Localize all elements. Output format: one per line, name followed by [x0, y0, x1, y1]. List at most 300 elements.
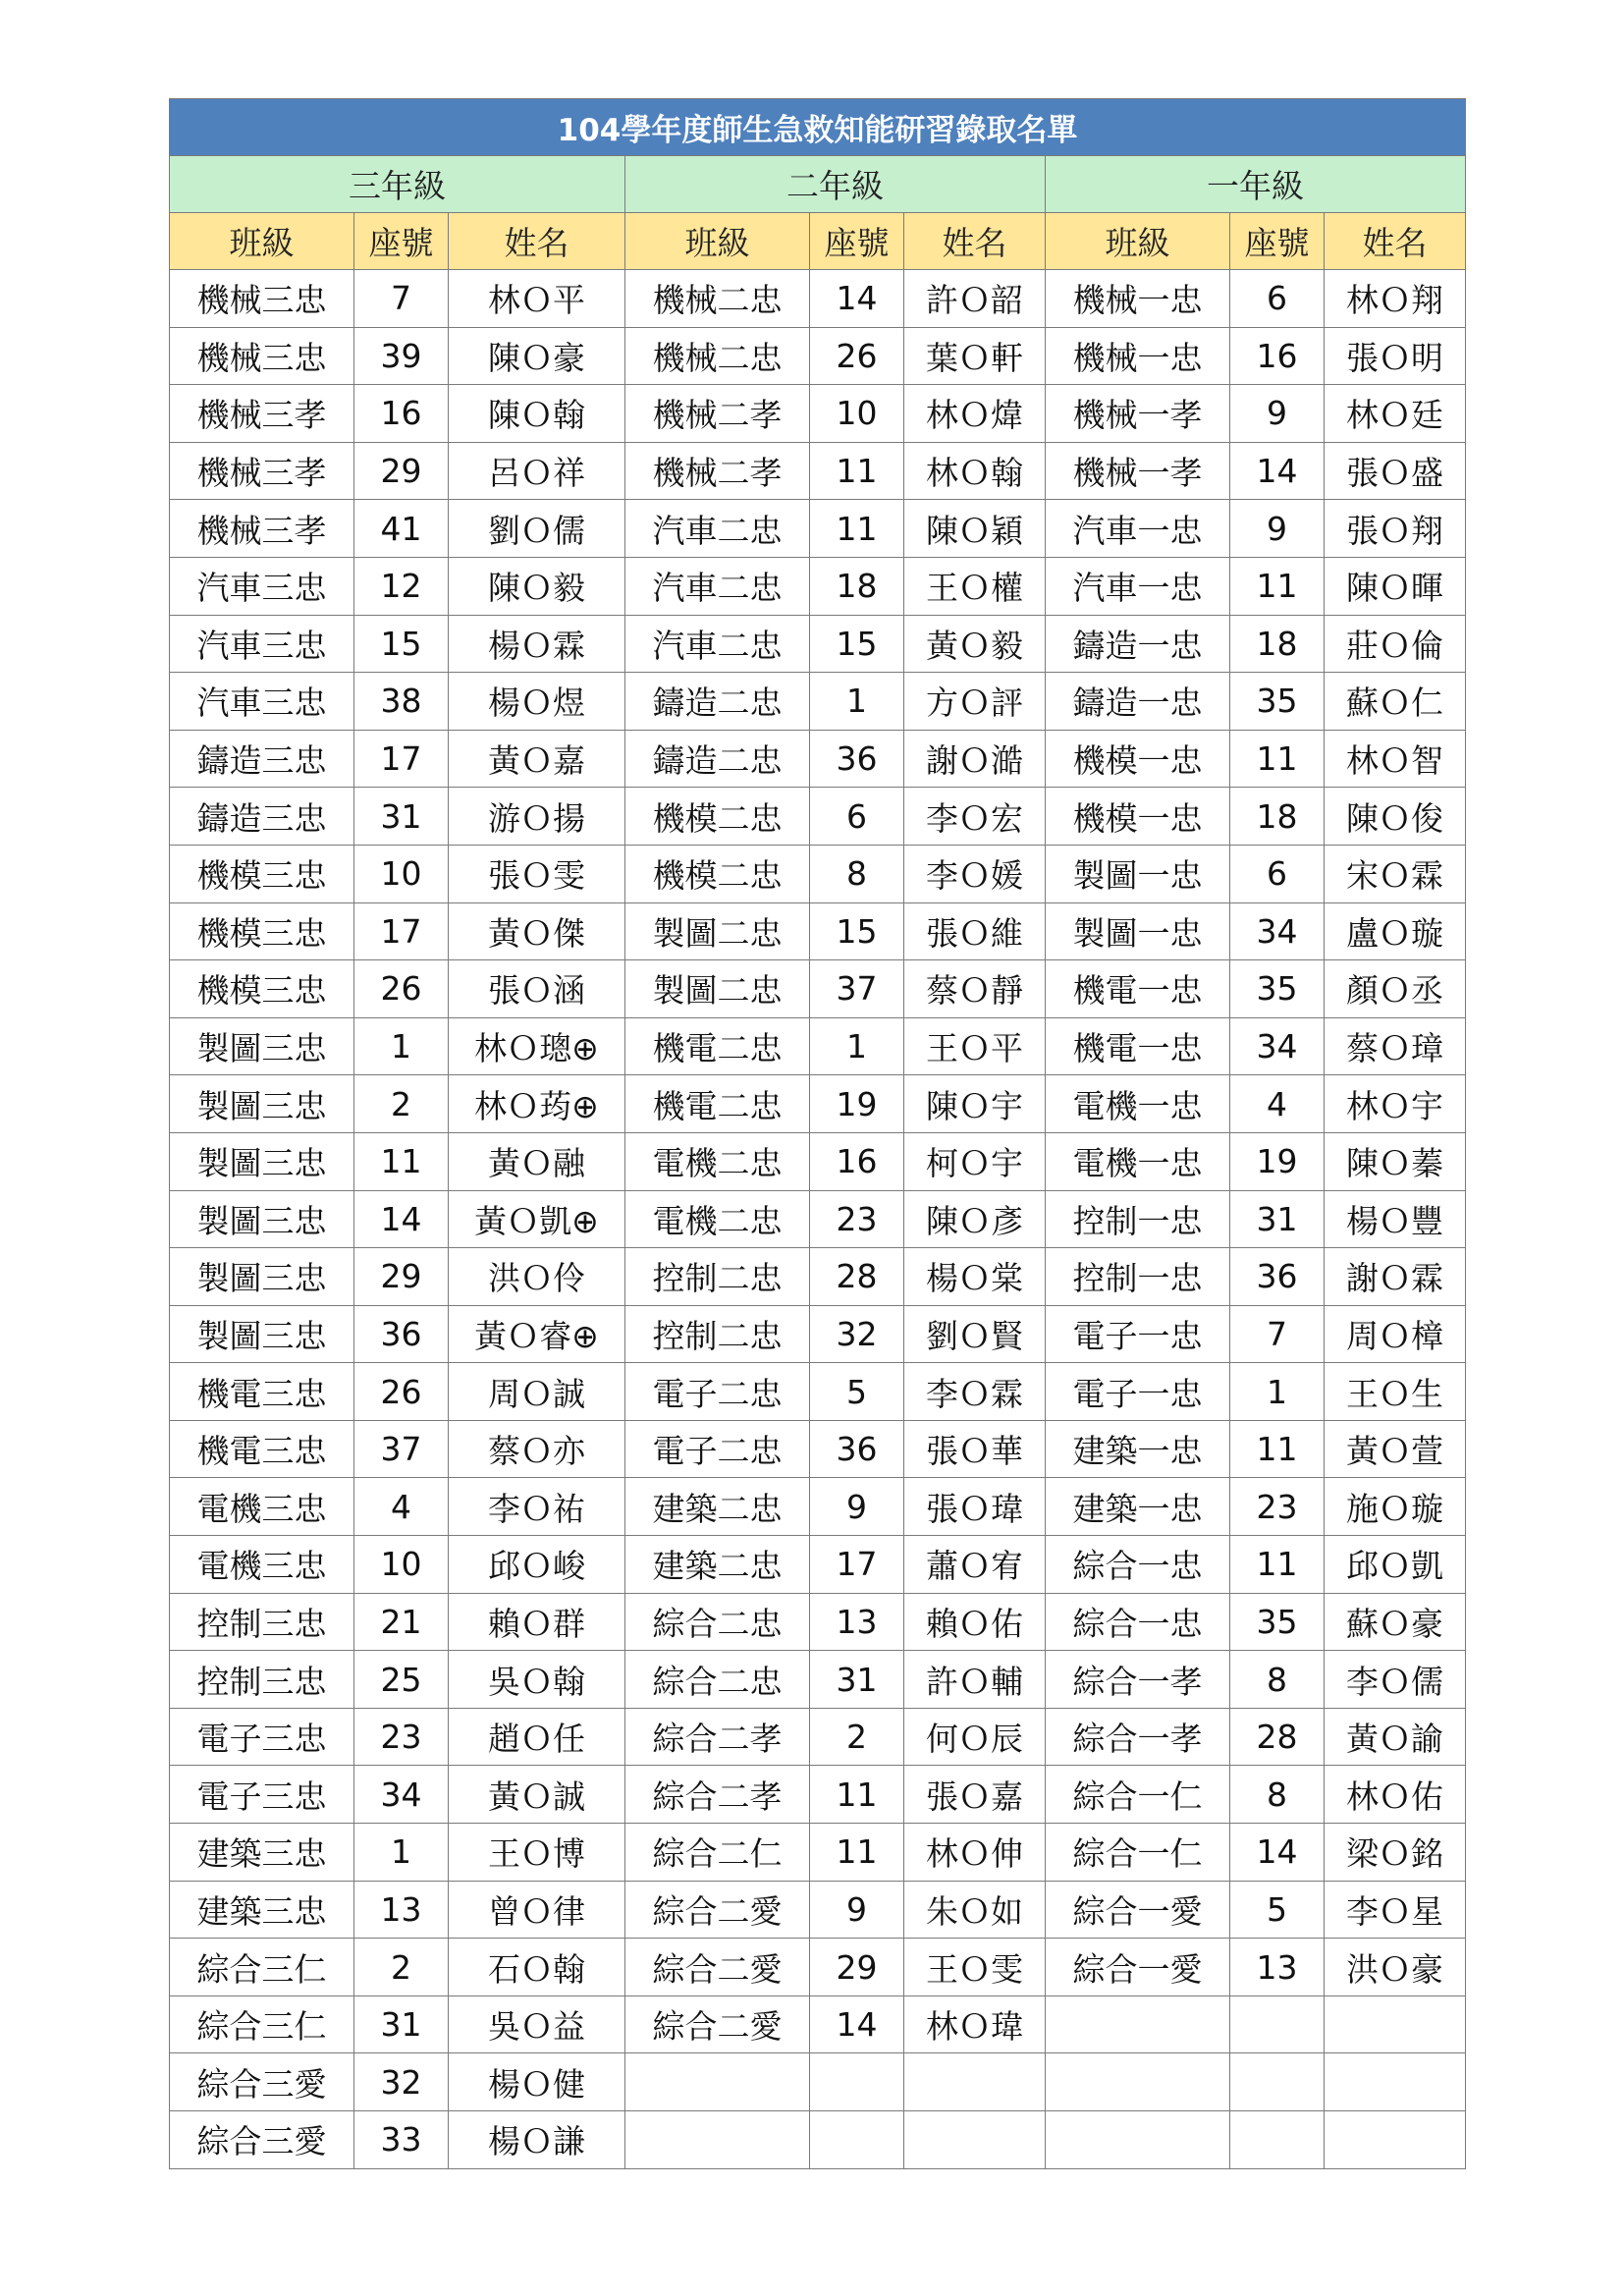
cell-class: 電機二忠 [625, 1190, 810, 1248]
cell-seat: 16 [1230, 327, 1325, 385]
cell-name: 朱Ｏ如 [904, 1881, 1046, 1939]
cell-name: 邱Ｏ凱 [1325, 1536, 1466, 1594]
table-row [170, 1248, 1466, 1306]
cell-class: 汽車二忠 [625, 500, 810, 558]
table-row [170, 730, 1466, 788]
cell-seat [1230, 2111, 1325, 2169]
cell-name: 陳Ｏ穎 [904, 500, 1046, 558]
cell-seat [810, 2111, 904, 2169]
cell-name: 張Ｏ翔 [1325, 500, 1466, 558]
cell-seat: 31 [354, 788, 449, 846]
cell-seat: 35 [1230, 960, 1325, 1018]
cell-seat [1230, 2053, 1325, 2111]
cell-class: 機電一忠 [1046, 960, 1230, 1018]
cell-name: 黃Ｏ傑 [449, 902, 625, 960]
table-row [170, 1881, 1466, 1939]
cell-seat: 11 [810, 1824, 904, 1882]
cell-seat: 1 [810, 673, 904, 731]
cell-name [1325, 1995, 1466, 2053]
cell-name: 洪Ｏ伶 [449, 1248, 625, 1306]
cell-name: 李Ｏ儒 [1325, 1651, 1466, 1709]
cell-name: 李Ｏ祐 [449, 1478, 625, 1536]
cell-seat: 26 [354, 1363, 449, 1421]
table-row [170, 902, 1466, 960]
cell-name: 林Ｏ平 [449, 270, 625, 328]
cell-seat: 17 [354, 730, 449, 788]
table-row [170, 845, 1466, 902]
cell-seat: 11 [1230, 730, 1325, 788]
cell-seat: 14 [810, 270, 904, 328]
table-row [170, 960, 1466, 1018]
cell-name: 黃Ｏ諭 [1325, 1708, 1466, 1766]
cell-name: 陳Ｏ俊 [1325, 788, 1466, 846]
cell-seat: 5 [1230, 1881, 1325, 1939]
cell-seat: 14 [810, 1995, 904, 2053]
grade-header-3: 三年級 [170, 156, 625, 213]
cell-class: 綜合二仁 [625, 1824, 810, 1882]
cell-seat: 29 [810, 1939, 904, 1996]
cell-class: 汽車一忠 [1046, 557, 1230, 615]
cell-seat: 18 [1230, 615, 1325, 673]
cell-name: 何Ｏ辰 [904, 1708, 1046, 1766]
cell-seat: 23 [810, 1190, 904, 1248]
cell-class: 鑄造一忠 [1046, 673, 1230, 731]
cell-seat: 9 [1230, 500, 1325, 558]
cell-name: 楊Ｏ健 [449, 2053, 625, 2111]
cell-name: 張Ｏ涵 [449, 960, 625, 1018]
cell-class: 機電二忠 [625, 1017, 810, 1075]
table-row [170, 500, 1466, 558]
cell-name: 王Ｏ權 [904, 557, 1046, 615]
cell-name: 陳Ｏ豪 [449, 327, 625, 385]
column-header-class: 班級 [170, 213, 354, 270]
cell-seat: 9 [810, 1478, 904, 1536]
cell-seat: 36 [354, 1305, 449, 1363]
table-row [170, 1593, 1466, 1651]
cell-name: 陳Ｏ毅 [449, 557, 625, 615]
cell-name: 李Ｏ宏 [904, 788, 1046, 846]
cell-name: 莊Ｏ倫 [1325, 615, 1466, 673]
cell-name: 張Ｏ瑋 [904, 1478, 1046, 1536]
cell-name: 林Ｏ煒 [904, 385, 1046, 443]
cell-name: 宋Ｏ霖 [1325, 845, 1466, 902]
table-row [170, 2053, 1466, 2111]
cell-name: 林Ｏ瑋 [904, 1995, 1046, 2053]
cell-name: 邱Ｏ峻 [449, 1536, 625, 1594]
cell-class: 綜合二孝 [625, 1708, 810, 1766]
cell-seat: 13 [810, 1593, 904, 1651]
table-row [170, 1075, 1466, 1133]
cell-seat: 6 [1230, 270, 1325, 328]
table-title: 104學年度師生急救知能研習錄取名單 [170, 99, 1466, 156]
cell-name: 張Ｏ華 [904, 1420, 1046, 1478]
cell-name: 葉Ｏ軒 [904, 327, 1046, 385]
table-row [170, 1536, 1466, 1594]
cell-name: 吳Ｏ益 [449, 1995, 625, 2053]
cell-seat: 14 [1230, 442, 1325, 500]
cell-class: 汽車三忠 [170, 557, 354, 615]
cell-class: 機械一忠 [1046, 327, 1230, 385]
cell-seat: 11 [1230, 557, 1325, 615]
cell-name: 陳Ｏ暉 [1325, 557, 1466, 615]
cell-seat [810, 2053, 904, 2111]
table-row [170, 327, 1466, 385]
cell-class: 建築三忠 [170, 1824, 354, 1882]
cell-class: 機械三孝 [170, 385, 354, 443]
table-row [170, 1766, 1466, 1824]
cell-seat: 17 [810, 1536, 904, 1594]
cell-class: 電機三忠 [170, 1536, 354, 1594]
cell-name: 楊Ｏ棠 [904, 1248, 1046, 1306]
cell-seat: 37 [810, 960, 904, 1018]
cell-name: 呂Ｏ祥 [449, 442, 625, 500]
cell-class: 機械三孝 [170, 500, 354, 558]
cell-name: 周Ｏ樟 [1325, 1305, 1466, 1363]
cell-name: 許Ｏ韶 [904, 270, 1046, 328]
cell-name: 石Ｏ翰 [449, 1939, 625, 1996]
cell-name: 王Ｏ生 [1325, 1363, 1466, 1421]
cell-class: 製圖二忠 [625, 902, 810, 960]
cell-class: 綜合二愛 [625, 1939, 810, 1996]
cell-seat: 6 [1230, 845, 1325, 902]
table-row [170, 270, 1466, 328]
cell-name: 方Ｏ評 [904, 673, 1046, 731]
cell-class: 製圖一忠 [1046, 845, 1230, 902]
cell-seat: 11 [354, 1132, 449, 1190]
cell-class: 汽車三忠 [170, 615, 354, 673]
cell-class: 機械二孝 [625, 442, 810, 500]
cell-name: 張Ｏ明 [1325, 327, 1466, 385]
table-row [170, 1420, 1466, 1478]
cell-seat: 1 [810, 1017, 904, 1075]
admission-list-table [169, 98, 1466, 2169]
table-row [170, 2111, 1466, 2169]
table-row [170, 557, 1466, 615]
cell-class: 鑄造一忠 [1046, 615, 1230, 673]
cell-seat: 41 [354, 500, 449, 558]
cell-seat: 4 [1230, 1075, 1325, 1133]
cell-class: 綜合三仁 [170, 1939, 354, 1996]
cell-name: 林Ｏ荺⊕ [449, 1075, 625, 1133]
cell-name: 李Ｏ星 [1325, 1881, 1466, 1939]
column-header-name: 姓名 [904, 213, 1046, 270]
cell-class: 製圖三忠 [170, 1017, 354, 1075]
cell-seat: 10 [810, 385, 904, 443]
cell-seat: 1 [354, 1017, 449, 1075]
cell-class: 控制三忠 [170, 1593, 354, 1651]
cell-seat: 32 [810, 1305, 904, 1363]
cell-class: 機械三忠 [170, 270, 354, 328]
cell-class: 建築一忠 [1046, 1420, 1230, 1478]
table-row [170, 442, 1466, 500]
cell-seat: 19 [1230, 1132, 1325, 1190]
cell-seat: 39 [354, 327, 449, 385]
cell-seat: 21 [354, 1593, 449, 1651]
cell-class: 綜合一忠 [1046, 1536, 1230, 1594]
cell-class: 綜合一仁 [1046, 1766, 1230, 1824]
cell-seat: 37 [354, 1420, 449, 1478]
cell-name: 許Ｏ輔 [904, 1651, 1046, 1709]
cell-class: 製圖三忠 [170, 1190, 354, 1248]
cell-seat: 17 [354, 902, 449, 960]
cell-name [1325, 2111, 1466, 2169]
cell-class: 機模二忠 [625, 788, 810, 846]
cell-class: 綜合一孝 [1046, 1708, 1230, 1766]
cell-seat: 14 [354, 1190, 449, 1248]
column-header-seat: 座號 [1230, 213, 1325, 270]
cell-name: 蕭Ｏ宥 [904, 1536, 1046, 1594]
cell-class: 製圖一忠 [1046, 902, 1230, 960]
cell-class: 綜合二愛 [625, 1995, 810, 2053]
cell-class: 機模一忠 [1046, 788, 1230, 846]
cell-class: 汽車三忠 [170, 673, 354, 731]
cell-seat: 18 [1230, 788, 1325, 846]
cell-seat: 11 [810, 500, 904, 558]
cell-seat: 26 [810, 327, 904, 385]
cell-seat: 26 [354, 960, 449, 1018]
cell-seat: 35 [1230, 673, 1325, 731]
cell-name: 蔡Ｏ璋 [1325, 1017, 1466, 1075]
cell-seat: 34 [354, 1766, 449, 1824]
table-row [170, 1478, 1466, 1536]
cell-seat: 11 [810, 1766, 904, 1824]
cell-class: 綜合一忠 [1046, 1593, 1230, 1651]
cell-seat: 33 [354, 2111, 449, 2169]
cell-name: 林Ｏ翔 [1325, 270, 1466, 328]
cell-class: 綜合三仁 [170, 1995, 354, 2053]
cell-class: 製圖三忠 [170, 1305, 354, 1363]
cell-name: 陳Ｏ蓁 [1325, 1132, 1466, 1190]
cell-seat: 18 [810, 557, 904, 615]
cell-class: 綜合二忠 [625, 1593, 810, 1651]
cell-class: 控制二忠 [625, 1305, 810, 1363]
cell-class: 建築三忠 [170, 1881, 354, 1939]
cell-name: 林Ｏ翰 [904, 442, 1046, 500]
cell-class: 機模一忠 [1046, 730, 1230, 788]
cell-seat: 9 [810, 1881, 904, 1939]
cell-seat: 15 [810, 615, 904, 673]
cell-class: 機械二忠 [625, 327, 810, 385]
cell-class: 機模二忠 [625, 845, 810, 902]
cell-seat: 8 [1230, 1651, 1325, 1709]
cell-name: 陳Ｏ宇 [904, 1075, 1046, 1133]
cell-seat: 15 [810, 902, 904, 960]
cell-seat: 28 [810, 1248, 904, 1306]
cell-seat: 1 [354, 1824, 449, 1882]
cell-name: 梁Ｏ銘 [1325, 1824, 1466, 1882]
cell-class: 綜合一孝 [1046, 1651, 1230, 1709]
cell-class [1046, 2053, 1230, 2111]
cell-class: 汽車一忠 [1046, 500, 1230, 558]
cell-name: 蘇Ｏ仁 [1325, 673, 1466, 731]
cell-seat: 32 [354, 2053, 449, 2111]
cell-name: 陳Ｏ翰 [449, 385, 625, 443]
cell-seat: 16 [354, 385, 449, 443]
cell-seat: 31 [1230, 1190, 1325, 1248]
cell-seat: 8 [810, 845, 904, 902]
cell-class: 機械二忠 [625, 270, 810, 328]
cell-class: 機電二忠 [625, 1075, 810, 1133]
cell-name: 李Ｏ霖 [904, 1363, 1046, 1421]
table-row [170, 1132, 1466, 1190]
cell-class: 機械三忠 [170, 327, 354, 385]
cell-seat: 25 [354, 1651, 449, 1709]
cell-class: 機械一孝 [1046, 442, 1230, 500]
cell-class: 機械一孝 [1046, 385, 1230, 443]
cell-name [1325, 2053, 1466, 2111]
cell-class: 機械三孝 [170, 442, 354, 500]
table-row [170, 788, 1466, 846]
cell-seat: 2 [354, 1939, 449, 1996]
cell-seat: 6 [810, 788, 904, 846]
cell-class: 製圖二忠 [625, 960, 810, 1018]
cell-seat: 8 [1230, 1766, 1325, 1824]
cell-seat: 36 [810, 1420, 904, 1478]
cell-class: 汽車二忠 [625, 615, 810, 673]
cell-name: 劉Ｏ儒 [449, 500, 625, 558]
cell-name: 劉Ｏ賢 [904, 1305, 1046, 1363]
table-row [170, 1708, 1466, 1766]
cell-name: 黃Ｏ萱 [1325, 1420, 1466, 1478]
cell-class: 電子二忠 [625, 1420, 810, 1478]
table-row [170, 1651, 1466, 1709]
cell-name: 黃Ｏ睿⊕ [449, 1305, 625, 1363]
cell-seat: 5 [810, 1363, 904, 1421]
cell-name: 張Ｏ雯 [449, 845, 625, 902]
cell-name: 陳Ｏ彥 [904, 1190, 1046, 1248]
cell-class: 電子一忠 [1046, 1363, 1230, 1421]
cell-name: 吳Ｏ翰 [449, 1651, 625, 1709]
cell-class: 綜合二愛 [625, 1881, 810, 1939]
cell-seat: 23 [354, 1708, 449, 1766]
cell-class: 綜合一愛 [1046, 1939, 1230, 1996]
cell-class: 機械二孝 [625, 385, 810, 443]
cell-seat: 36 [810, 730, 904, 788]
cell-class: 電機一忠 [1046, 1075, 1230, 1133]
cell-class: 綜合二孝 [625, 1766, 810, 1824]
cell-seat: 23 [1230, 1478, 1325, 1536]
cell-class: 電機二忠 [625, 1132, 810, 1190]
cell-class [1046, 2111, 1230, 2169]
cell-class: 控制三忠 [170, 1651, 354, 1709]
cell-name: 施Ｏ璇 [1325, 1478, 1466, 1536]
table-row [170, 1824, 1466, 1882]
cell-class: 製圖三忠 [170, 1248, 354, 1306]
cell-class: 機電三忠 [170, 1363, 354, 1421]
table-row [170, 1017, 1466, 1075]
cell-name: 柯Ｏ宇 [904, 1132, 1046, 1190]
column-header-seat: 座號 [810, 213, 904, 270]
cell-seat: 1 [1230, 1363, 1325, 1421]
cell-class [625, 2053, 810, 2111]
cell-seat: 28 [1230, 1708, 1325, 1766]
cell-name: 張Ｏ盛 [1325, 442, 1466, 500]
cell-class: 電子二忠 [625, 1363, 810, 1421]
cell-seat: 10 [354, 845, 449, 902]
cell-name: 楊Ｏ霖 [449, 615, 625, 673]
cell-name: 蔡Ｏ靜 [904, 960, 1046, 1018]
cell-seat: 13 [1230, 1939, 1325, 1996]
cell-class: 綜合二忠 [625, 1651, 810, 1709]
cell-name: 黃Ｏ毅 [904, 615, 1046, 673]
cell-seat: 2 [354, 1075, 449, 1133]
cell-class: 電機三忠 [170, 1478, 354, 1536]
grade-header-2: 二年級 [625, 156, 1046, 213]
cell-seat: 36 [1230, 1248, 1325, 1306]
cell-class [1046, 1995, 1230, 2053]
cell-class: 製圖三忠 [170, 1075, 354, 1133]
cell-name [904, 2053, 1046, 2111]
cell-seat: 35 [1230, 1593, 1325, 1651]
cell-class: 鑄造三忠 [170, 788, 354, 846]
cell-class: 製圖三忠 [170, 1132, 354, 1190]
cell-name: 顏Ｏ丞 [1325, 960, 1466, 1018]
table-row [170, 1995, 1466, 2053]
cell-class: 控制一忠 [1046, 1190, 1230, 1248]
cell-seat: 16 [810, 1132, 904, 1190]
grade-header-1: 一年級 [1046, 156, 1466, 213]
cell-class [625, 2111, 810, 2169]
cell-seat: 9 [1230, 385, 1325, 443]
cell-class: 鑄造二忠 [625, 673, 810, 731]
cell-name: 林Ｏ伸 [904, 1824, 1046, 1882]
cell-class: 鑄造三忠 [170, 730, 354, 788]
cell-class: 綜合一愛 [1046, 1881, 1230, 1939]
cell-seat: 15 [354, 615, 449, 673]
cell-class: 機模三忠 [170, 902, 354, 960]
cell-name: 盧Ｏ璇 [1325, 902, 1466, 960]
cell-seat: 31 [354, 1995, 449, 2053]
table-row [170, 615, 1466, 673]
cell-name: 游Ｏ揚 [449, 788, 625, 846]
cell-seat: 11 [810, 442, 904, 500]
cell-name: 黃Ｏ誠 [449, 1766, 625, 1824]
cell-seat: 31 [810, 1651, 904, 1709]
table-row [170, 1305, 1466, 1363]
cell-seat: 29 [354, 1248, 449, 1306]
table-row [170, 1363, 1466, 1421]
cell-name: 黃Ｏ嘉 [449, 730, 625, 788]
cell-seat: 11 [1230, 1536, 1325, 1594]
cell-name: 曾Ｏ律 [449, 1881, 625, 1939]
cell-class: 機模三忠 [170, 845, 354, 902]
table-row [170, 385, 1466, 443]
cell-name: 張Ｏ維 [904, 902, 1046, 960]
column-header-class: 班級 [1046, 213, 1230, 270]
cell-seat: 34 [1230, 902, 1325, 960]
cell-class: 機電一忠 [1046, 1017, 1230, 1075]
cell-name: 蘇Ｏ豪 [1325, 1593, 1466, 1651]
cell-name: 趙Ｏ任 [449, 1708, 625, 1766]
cell-class: 機械一忠 [1046, 270, 1230, 328]
cell-class: 汽車二忠 [625, 557, 810, 615]
column-header-name: 姓名 [1325, 213, 1466, 270]
cell-class: 電子一忠 [1046, 1305, 1230, 1363]
table-row [170, 1190, 1466, 1248]
cell-name: 王Ｏ平 [904, 1017, 1046, 1075]
cell-seat: 19 [810, 1075, 904, 1133]
column-header-seat: 座號 [354, 213, 449, 270]
cell-name: 賴Ｏ群 [449, 1593, 625, 1651]
cell-class: 鑄造二忠 [625, 730, 810, 788]
cell-seat: 13 [354, 1881, 449, 1939]
cell-name: 賴Ｏ佑 [904, 1593, 1046, 1651]
cell-name: 楊Ｏ豐 [1325, 1190, 1466, 1248]
cell-class: 建築二忠 [625, 1536, 810, 1594]
cell-class: 電機一忠 [1046, 1132, 1230, 1190]
cell-seat: 7 [1230, 1305, 1325, 1363]
cell-seat: 7 [354, 270, 449, 328]
